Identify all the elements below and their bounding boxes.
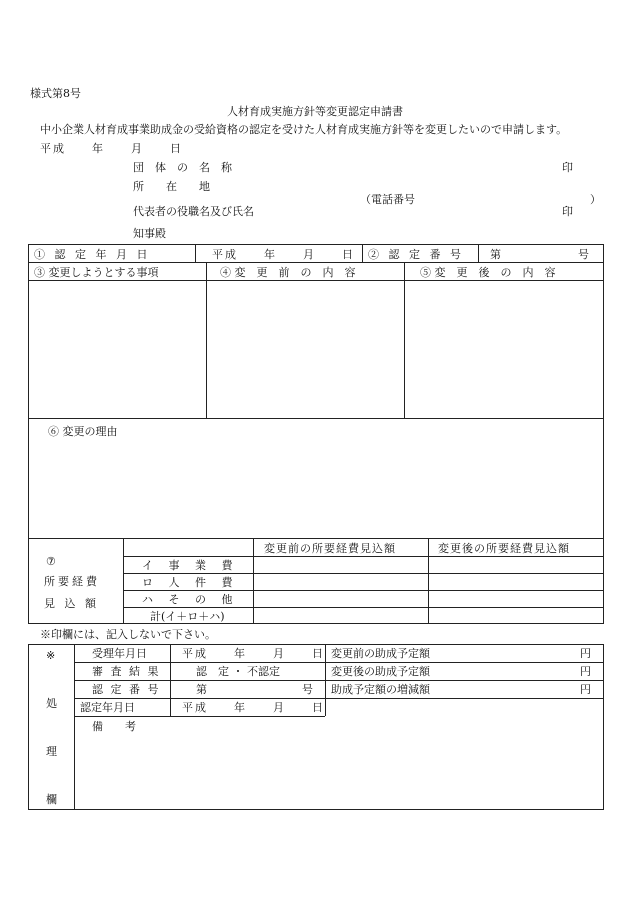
intro-text: 中小企業人材育成事業助成金の受給資格の認定を受けた人材育成実施方針等を変更したいので申請します。: [40, 123, 568, 136]
cert-no-prefix: 第: [490, 248, 501, 261]
costs-after-header: 変更後の所要経費見込額: [438, 542, 570, 555]
diff-amount-label: 助成予定額の増減額: [331, 683, 430, 696]
cert-date-label: ① 認 定 年 月 日: [34, 248, 151, 261]
cost-row-other: ハ そ の 他: [142, 593, 239, 606]
reason-field[interactable]: [30, 442, 602, 536]
seal-org: 印: [562, 161, 573, 174]
form-number: 様式第8号: [30, 87, 81, 100]
before-content-label: ④ 変 更 前 の 内 容: [220, 266, 356, 279]
phone-close: ）: [590, 193, 601, 206]
address-label: 所 在 地: [133, 180, 210, 193]
cost-row-total: 計(イ＋ロ＋ハ): [150, 610, 225, 623]
cert-no-suffix: 号: [578, 248, 589, 261]
before-amount-label: 変更前の助成予定額: [331, 647, 430, 660]
cost-row-personnel: ロ 人 件 費: [142, 576, 239, 589]
office-mark: ※: [46, 649, 56, 662]
cert-date-value[interactable]: 平成 年 月 日: [212, 248, 355, 261]
before-amount-yen: 円: [580, 647, 591, 660]
notice-text: ※印欄には、記入しないで下さい。: [40, 628, 216, 641]
office-cert-date-value: 平成 年 月 日: [182, 701, 325, 714]
after-content-label: ⑤ 変 更 後 の 内 容: [420, 266, 556, 279]
costs-mark: ⑦: [46, 555, 56, 568]
costs-label-1: 所要経費: [44, 575, 100, 588]
date-line: 平成 年 月 日: [40, 142, 183, 155]
receipt-date-label: 受理年月日: [92, 647, 147, 660]
page-title: 人材育成実施方針等変更認定申請書: [227, 105, 403, 118]
after-amount-yen: 円: [580, 665, 591, 678]
office-side-1: 処: [46, 697, 57, 710]
office-cert-no-suffix: 号: [302, 683, 313, 696]
representative-label: 代表者の役職名及び氏名: [133, 205, 254, 218]
org-name-label: 団 体 の 名 称: [133, 161, 232, 174]
change-item-label: ③ 変更しようとする事項: [34, 266, 159, 279]
review-label: 審 査 結 果: [92, 665, 161, 678]
office-side-2: 理: [46, 745, 57, 758]
addressee: 知事殿: [133, 227, 166, 240]
office-side-3: 欄: [46, 793, 57, 806]
seal-rep: 印: [562, 205, 573, 218]
before-content-field[interactable]: [208, 283, 402, 417]
after-content-field[interactable]: [406, 283, 602, 417]
phone-label: （電話番号: [360, 193, 415, 206]
change-item-field[interactable]: [30, 283, 204, 417]
office-cert-no-prefix: 第: [196, 683, 207, 696]
after-amount-label: 変更後の助成予定額: [331, 665, 430, 678]
remarks-label: 備 考: [92, 720, 136, 733]
cost-row-business: イ 事 業 費: [142, 559, 239, 572]
office-cert-no-label: 認 定 番 号: [92, 683, 161, 696]
reason-label: ⑥ 変更の理由: [48, 425, 118, 438]
diff-amount-yen: 円: [580, 683, 591, 696]
costs-label-2: 見 込 額: [44, 597, 99, 610]
office-cert-date-label: 認定年月日: [80, 701, 135, 714]
review-value: 認 定 ・ 不認定: [196, 665, 280, 678]
cert-no-label: ② 認 定 番 号: [368, 248, 464, 261]
receipt-date-value: 平成 年 月 日: [182, 647, 325, 660]
costs-before-header: 変更前の所要経費見込額: [264, 542, 396, 555]
